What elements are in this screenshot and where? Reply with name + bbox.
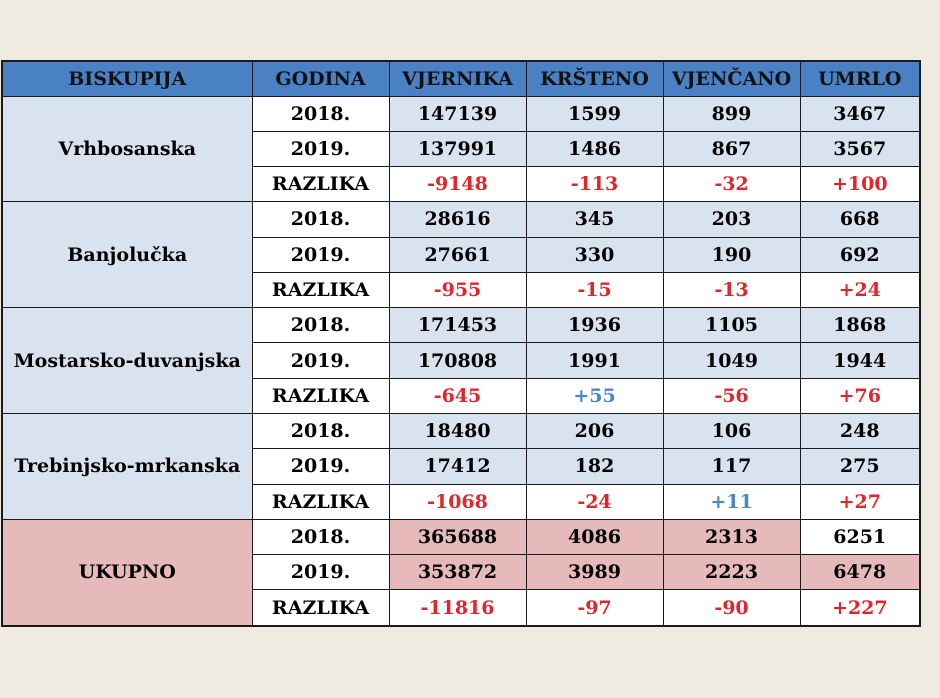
difference-label: RAZLIKA bbox=[252, 484, 389, 519]
difference-value: +24 bbox=[800, 272, 920, 307]
year-cell: 2018. bbox=[252, 519, 389, 554]
value-cell: 1599 bbox=[526, 96, 663, 131]
table-row bbox=[2, 414, 920, 449]
value-cell: 275 bbox=[800, 449, 920, 484]
value-cell: 171453 bbox=[389, 308, 526, 343]
diocese-name: Vrhbosanska bbox=[2, 96, 252, 202]
year-cell: 2019. bbox=[252, 343, 389, 378]
difference-value: -113 bbox=[526, 167, 663, 202]
year-cell: 2018. bbox=[252, 414, 389, 449]
header-biskupija: BISKUPIJA bbox=[2, 61, 252, 96]
table-row bbox=[2, 96, 920, 131]
value-cell: 867 bbox=[663, 131, 800, 166]
year-cell: 2018. bbox=[252, 308, 389, 343]
value-cell: 17412 bbox=[389, 449, 526, 484]
value-cell: 2313 bbox=[663, 519, 800, 554]
statistics-table-container bbox=[1, 60, 919, 627]
header-krsteno: KRŠTENO bbox=[526, 61, 663, 96]
difference-value: +11 bbox=[663, 484, 800, 519]
difference-label: RAZLIKA bbox=[252, 590, 389, 626]
year-cell: 2019. bbox=[252, 131, 389, 166]
value-cell: 1868 bbox=[800, 308, 920, 343]
value-cell: 27661 bbox=[389, 237, 526, 272]
diocese-name: Banjolučka bbox=[2, 202, 252, 308]
value-cell: 353872 bbox=[389, 555, 526, 590]
difference-label: RAZLIKA bbox=[252, 167, 389, 202]
difference-value: -11816 bbox=[389, 590, 526, 626]
value-cell: 6251 bbox=[800, 519, 920, 554]
diocese-name: Trebinjsko-mrkanska bbox=[2, 414, 252, 520]
difference-value: +27 bbox=[800, 484, 920, 519]
value-cell: 1049 bbox=[663, 343, 800, 378]
header-vjernika: VJERNIKA bbox=[389, 61, 526, 96]
value-cell: 203 bbox=[663, 202, 800, 237]
value-cell: 248 bbox=[800, 414, 920, 449]
difference-value: -1068 bbox=[389, 484, 526, 519]
table-body bbox=[2, 96, 920, 626]
year-cell: 2019. bbox=[252, 449, 389, 484]
value-cell: 3989 bbox=[526, 555, 663, 590]
difference-value: +76 bbox=[800, 378, 920, 413]
value-cell: 1936 bbox=[526, 308, 663, 343]
header-row bbox=[2, 61, 920, 96]
value-cell: 1105 bbox=[663, 308, 800, 343]
value-cell: 106 bbox=[663, 414, 800, 449]
year-cell: 2019. bbox=[252, 555, 389, 590]
difference-value: -56 bbox=[663, 378, 800, 413]
year-cell: 2018. bbox=[252, 202, 389, 237]
value-cell: 345 bbox=[526, 202, 663, 237]
value-cell: 3467 bbox=[800, 96, 920, 131]
value-cell: 147139 bbox=[389, 96, 526, 131]
header-vjencano: VJENČANO bbox=[663, 61, 800, 96]
value-cell: 330 bbox=[526, 237, 663, 272]
difference-label: RAZLIKA bbox=[252, 378, 389, 413]
header-umrlo: UMRLO bbox=[800, 61, 920, 96]
difference-value: +227 bbox=[800, 590, 920, 626]
value-cell: 190 bbox=[663, 237, 800, 272]
difference-value: +55 bbox=[526, 378, 663, 413]
value-cell: 6478 bbox=[800, 555, 920, 590]
difference-value: +100 bbox=[800, 167, 920, 202]
difference-value: -97 bbox=[526, 590, 663, 626]
value-cell: 137991 bbox=[389, 131, 526, 166]
table-row bbox=[2, 519, 920, 554]
value-cell: 206 bbox=[526, 414, 663, 449]
value-cell: 1991 bbox=[526, 343, 663, 378]
value-cell: 1486 bbox=[526, 131, 663, 166]
diocese-name: UKUPNO bbox=[2, 519, 252, 626]
value-cell: 365688 bbox=[389, 519, 526, 554]
table-row bbox=[2, 202, 920, 237]
value-cell: 28616 bbox=[389, 202, 526, 237]
table-row bbox=[2, 308, 920, 343]
value-cell: 1944 bbox=[800, 343, 920, 378]
value-cell: 18480 bbox=[389, 414, 526, 449]
value-cell: 4086 bbox=[526, 519, 663, 554]
value-cell: 117 bbox=[663, 449, 800, 484]
header-godina: GODINA bbox=[252, 61, 389, 96]
difference-value: -90 bbox=[663, 590, 800, 626]
statistics-table bbox=[1, 60, 921, 627]
diocese-name: Mostarsko-duvanjska bbox=[2, 308, 252, 414]
value-cell: 170808 bbox=[389, 343, 526, 378]
value-cell: 692 bbox=[800, 237, 920, 272]
difference-value: -32 bbox=[663, 167, 800, 202]
difference-value: -645 bbox=[389, 378, 526, 413]
difference-value: -955 bbox=[389, 272, 526, 307]
value-cell: 3567 bbox=[800, 131, 920, 166]
difference-value: -13 bbox=[663, 272, 800, 307]
difference-value: -15 bbox=[526, 272, 663, 307]
value-cell: 668 bbox=[800, 202, 920, 237]
year-cell: 2019. bbox=[252, 237, 389, 272]
difference-value: -24 bbox=[526, 484, 663, 519]
difference-label: RAZLIKA bbox=[252, 272, 389, 307]
value-cell: 899 bbox=[663, 96, 800, 131]
value-cell: 2223 bbox=[663, 555, 800, 590]
year-cell: 2018. bbox=[252, 96, 389, 131]
difference-value: -9148 bbox=[389, 167, 526, 202]
value-cell: 182 bbox=[526, 449, 663, 484]
